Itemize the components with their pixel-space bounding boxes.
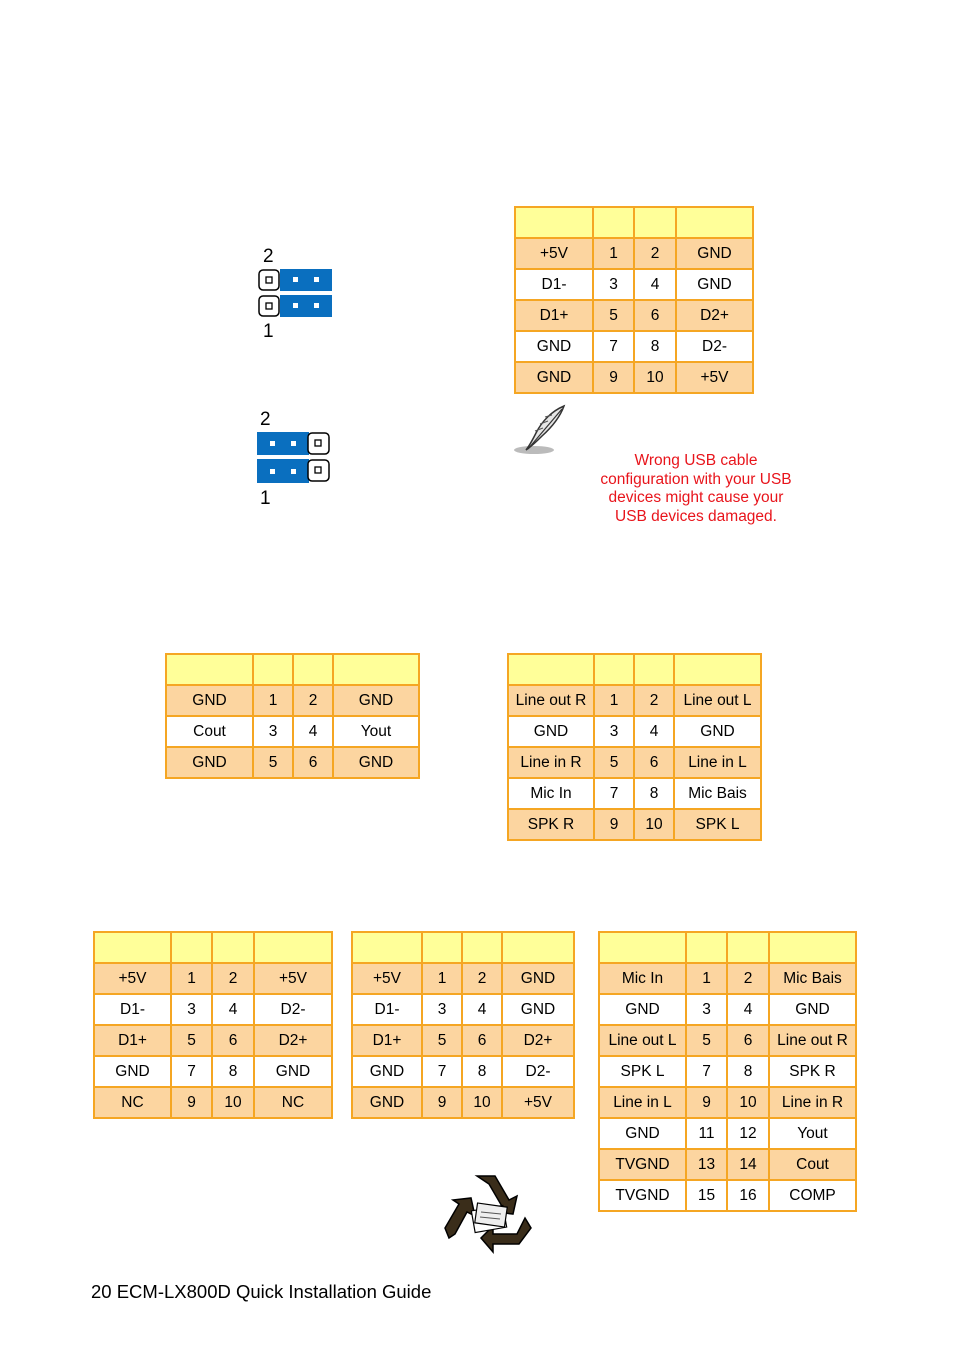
table-cell: +5V xyxy=(502,1087,574,1118)
table-row xyxy=(94,1025,332,1056)
table-cell: 9 xyxy=(594,809,634,840)
usb-warning-text: Wrong USB cable configuration with your USB devices might cause your USB devices damaged. xyxy=(600,452,792,525)
table-cell: GND xyxy=(333,685,419,716)
table-cell: Line in R xyxy=(508,747,594,778)
table-cell: 4 xyxy=(727,994,769,1025)
tvout-pin-table xyxy=(165,653,420,779)
table-cell: COMP xyxy=(769,1180,856,1211)
table-cell: Cout xyxy=(166,716,253,747)
table-cell: 3 xyxy=(253,716,293,747)
table-cell: GND xyxy=(166,747,253,778)
table-row xyxy=(599,1180,856,1211)
table-cell: +5V xyxy=(515,238,593,269)
audio-pin-table-2 xyxy=(598,931,857,1212)
table-cell: 4 xyxy=(462,994,502,1025)
table-cell: SPK R xyxy=(769,1056,856,1087)
table-cell: GND xyxy=(333,747,419,778)
table-row xyxy=(515,362,753,393)
table-cell: 14 xyxy=(727,1149,769,1180)
table-cell: D1+ xyxy=(515,300,593,331)
table-cell: 8 xyxy=(634,778,674,809)
table-cell: GND xyxy=(508,716,594,747)
table-cell: Line in R xyxy=(769,1087,856,1118)
table-cell: Line out R xyxy=(508,685,594,716)
table-row xyxy=(599,1025,856,1056)
table-cell: 5 xyxy=(593,300,634,331)
table-cell: 8 xyxy=(634,331,676,362)
table-row xyxy=(94,1056,332,1087)
header1-pin2-label: 2 xyxy=(263,246,274,267)
table-cell: 16 xyxy=(727,1180,769,1211)
table-cell: GND xyxy=(166,685,253,716)
table-cell: Line out R xyxy=(769,1025,856,1056)
table-cell: Yout xyxy=(769,1118,856,1149)
table-cell: 10 xyxy=(634,362,676,393)
table-row xyxy=(599,963,856,994)
table-row xyxy=(599,1056,856,1087)
table-cell: GND xyxy=(515,362,593,393)
recycle-icon xyxy=(443,1172,535,1254)
header2-pin2-label: 2 xyxy=(260,409,271,430)
table-cell: 9 xyxy=(171,1087,212,1118)
table-cell: +5V xyxy=(676,362,753,393)
table-cell: Line in L xyxy=(599,1087,686,1118)
page-footer: 20 ECM-LX800D Quick Installation Guide xyxy=(91,1281,432,1302)
table-row xyxy=(508,716,761,747)
table-cell: Mic Bais xyxy=(769,963,856,994)
table-cell: 2 xyxy=(727,963,769,994)
usb-pin-table-1 xyxy=(514,206,754,394)
table-cell: 1 xyxy=(594,685,634,716)
table-cell: GND xyxy=(599,1118,686,1149)
table-row xyxy=(515,331,753,362)
table-cell: 6 xyxy=(727,1025,769,1056)
table-cell: 15 xyxy=(686,1180,727,1211)
table-cell: GND xyxy=(352,1087,422,1118)
table-cell: +5V xyxy=(254,963,332,994)
table-row xyxy=(599,1087,856,1118)
table-cell: D2- xyxy=(254,994,332,1025)
table-cell: 3 xyxy=(171,994,212,1025)
table-cell: D2- xyxy=(502,1056,574,1087)
table-cell: +5V xyxy=(94,963,171,994)
table-cell: D2+ xyxy=(502,1025,574,1056)
table-cell: SPK L xyxy=(599,1056,686,1087)
table-cell: Cout xyxy=(769,1149,856,1180)
table-cell: Line in L xyxy=(674,747,761,778)
table-cell: GND xyxy=(515,331,593,362)
feather-quill-icon xyxy=(512,403,570,457)
table-cell: 7 xyxy=(594,778,634,809)
table-row xyxy=(352,1025,574,1056)
header1-pin1-label: 1 xyxy=(263,321,274,342)
table-cell: 1 xyxy=(686,963,727,994)
table-cell: 4 xyxy=(293,716,333,747)
table-cell: 4 xyxy=(212,994,254,1025)
table-cell: 5 xyxy=(594,747,634,778)
table-row xyxy=(94,1087,332,1118)
table-row xyxy=(352,994,574,1025)
table-cell: 2 xyxy=(634,238,676,269)
table-row xyxy=(508,778,761,809)
table-cell: GND xyxy=(94,1056,171,1087)
table-cell: 8 xyxy=(462,1056,502,1087)
table-cell: D1+ xyxy=(94,1025,171,1056)
pin-header-diagram-1 xyxy=(256,266,336,322)
table-cell: 7 xyxy=(422,1056,462,1087)
table-cell: GND xyxy=(352,1056,422,1087)
table-cell: TVGND xyxy=(599,1180,686,1211)
table-cell: SPK L xyxy=(674,809,761,840)
table-row xyxy=(94,963,332,994)
table-cell: GND xyxy=(502,963,574,994)
table-row xyxy=(508,809,761,840)
table-cell: 6 xyxy=(462,1025,502,1056)
table-cell: 6 xyxy=(634,747,674,778)
table-cell: GND xyxy=(676,238,753,269)
table-cell: 10 xyxy=(634,809,674,840)
table-row xyxy=(166,716,419,747)
table-cell: 10 xyxy=(462,1087,502,1118)
table-cell: +5V xyxy=(352,963,422,994)
table-cell: Mic Bais xyxy=(674,778,761,809)
usb-pin-table-3 xyxy=(351,931,575,1119)
table-row xyxy=(515,300,753,331)
table-cell: Mic In xyxy=(599,963,686,994)
table-cell: Line out L xyxy=(674,685,761,716)
table-cell: 7 xyxy=(171,1056,212,1087)
table-row xyxy=(166,747,419,778)
table-cell: GND xyxy=(599,994,686,1025)
table-cell: 5 xyxy=(253,747,293,778)
table-cell: 11 xyxy=(686,1118,727,1149)
table-cell: GND xyxy=(676,269,753,300)
table-cell: D2+ xyxy=(254,1025,332,1056)
table-cell: 10 xyxy=(212,1087,254,1118)
table-cell: 3 xyxy=(686,994,727,1025)
table-cell: GND xyxy=(674,716,761,747)
table-cell: 6 xyxy=(212,1025,254,1056)
table-cell: 3 xyxy=(594,716,634,747)
table-cell: D1- xyxy=(515,269,593,300)
table-cell: D1- xyxy=(352,994,422,1025)
table-cell: 7 xyxy=(686,1056,727,1087)
table-row xyxy=(508,747,761,778)
table-cell: 2 xyxy=(293,685,333,716)
table-cell: NC xyxy=(254,1087,332,1118)
table-cell: 3 xyxy=(422,994,462,1025)
table-cell: NC xyxy=(94,1087,171,1118)
table-row xyxy=(515,238,753,269)
table-cell: 6 xyxy=(634,300,676,331)
table-cell: 8 xyxy=(727,1056,769,1087)
table-row xyxy=(352,963,574,994)
table-cell: GND xyxy=(502,994,574,1025)
table-row xyxy=(352,1087,574,1118)
table-cell: D2+ xyxy=(676,300,753,331)
table-cell: 9 xyxy=(422,1087,462,1118)
table-cell: 5 xyxy=(422,1025,462,1056)
table-cell: 1 xyxy=(422,963,462,994)
table-cell: 1 xyxy=(593,238,634,269)
table-cell: 5 xyxy=(686,1025,727,1056)
table-row xyxy=(599,994,856,1025)
table-cell: 2 xyxy=(212,963,254,994)
table-cell: D1- xyxy=(94,994,171,1025)
table-cell: 3 xyxy=(593,269,634,300)
table-cell: 2 xyxy=(634,685,674,716)
table-cell: 9 xyxy=(686,1087,727,1118)
table-cell: D1+ xyxy=(352,1025,422,1056)
table-row xyxy=(599,1149,856,1180)
table-cell: 5 xyxy=(171,1025,212,1056)
table-row xyxy=(166,685,419,716)
table-cell: 13 xyxy=(686,1149,727,1180)
table-cell: Mic In xyxy=(508,778,594,809)
table-cell: SPK R xyxy=(508,809,594,840)
table-cell: 9 xyxy=(593,362,634,393)
pin-header-diagram-2 xyxy=(254,429,334,487)
table-cell: 1 xyxy=(171,963,212,994)
audio-pin-table-1 xyxy=(507,653,762,841)
table-cell: Yout xyxy=(333,716,419,747)
table-cell: D2- xyxy=(676,331,753,362)
table-row xyxy=(599,1118,856,1149)
table-row xyxy=(94,994,332,1025)
header2-pin1-label: 1 xyxy=(260,488,271,509)
table-cell: TVGND xyxy=(599,1149,686,1180)
table-cell: 4 xyxy=(634,269,676,300)
table-cell: 2 xyxy=(462,963,502,994)
table-cell: 1 xyxy=(253,685,293,716)
table-cell: 8 xyxy=(212,1056,254,1087)
table-cell: GND xyxy=(254,1056,332,1087)
usb-pin-table-2 xyxy=(93,931,333,1119)
table-row xyxy=(352,1056,574,1087)
table-cell: 10 xyxy=(727,1087,769,1118)
table-cell: Line out L xyxy=(599,1025,686,1056)
table-row xyxy=(508,685,761,716)
table-cell: 4 xyxy=(634,716,674,747)
table-row xyxy=(515,269,753,300)
table-cell: 7 xyxy=(593,331,634,362)
table-cell: GND xyxy=(769,994,856,1025)
table-cell: 12 xyxy=(727,1118,769,1149)
table-cell: 6 xyxy=(293,747,333,778)
